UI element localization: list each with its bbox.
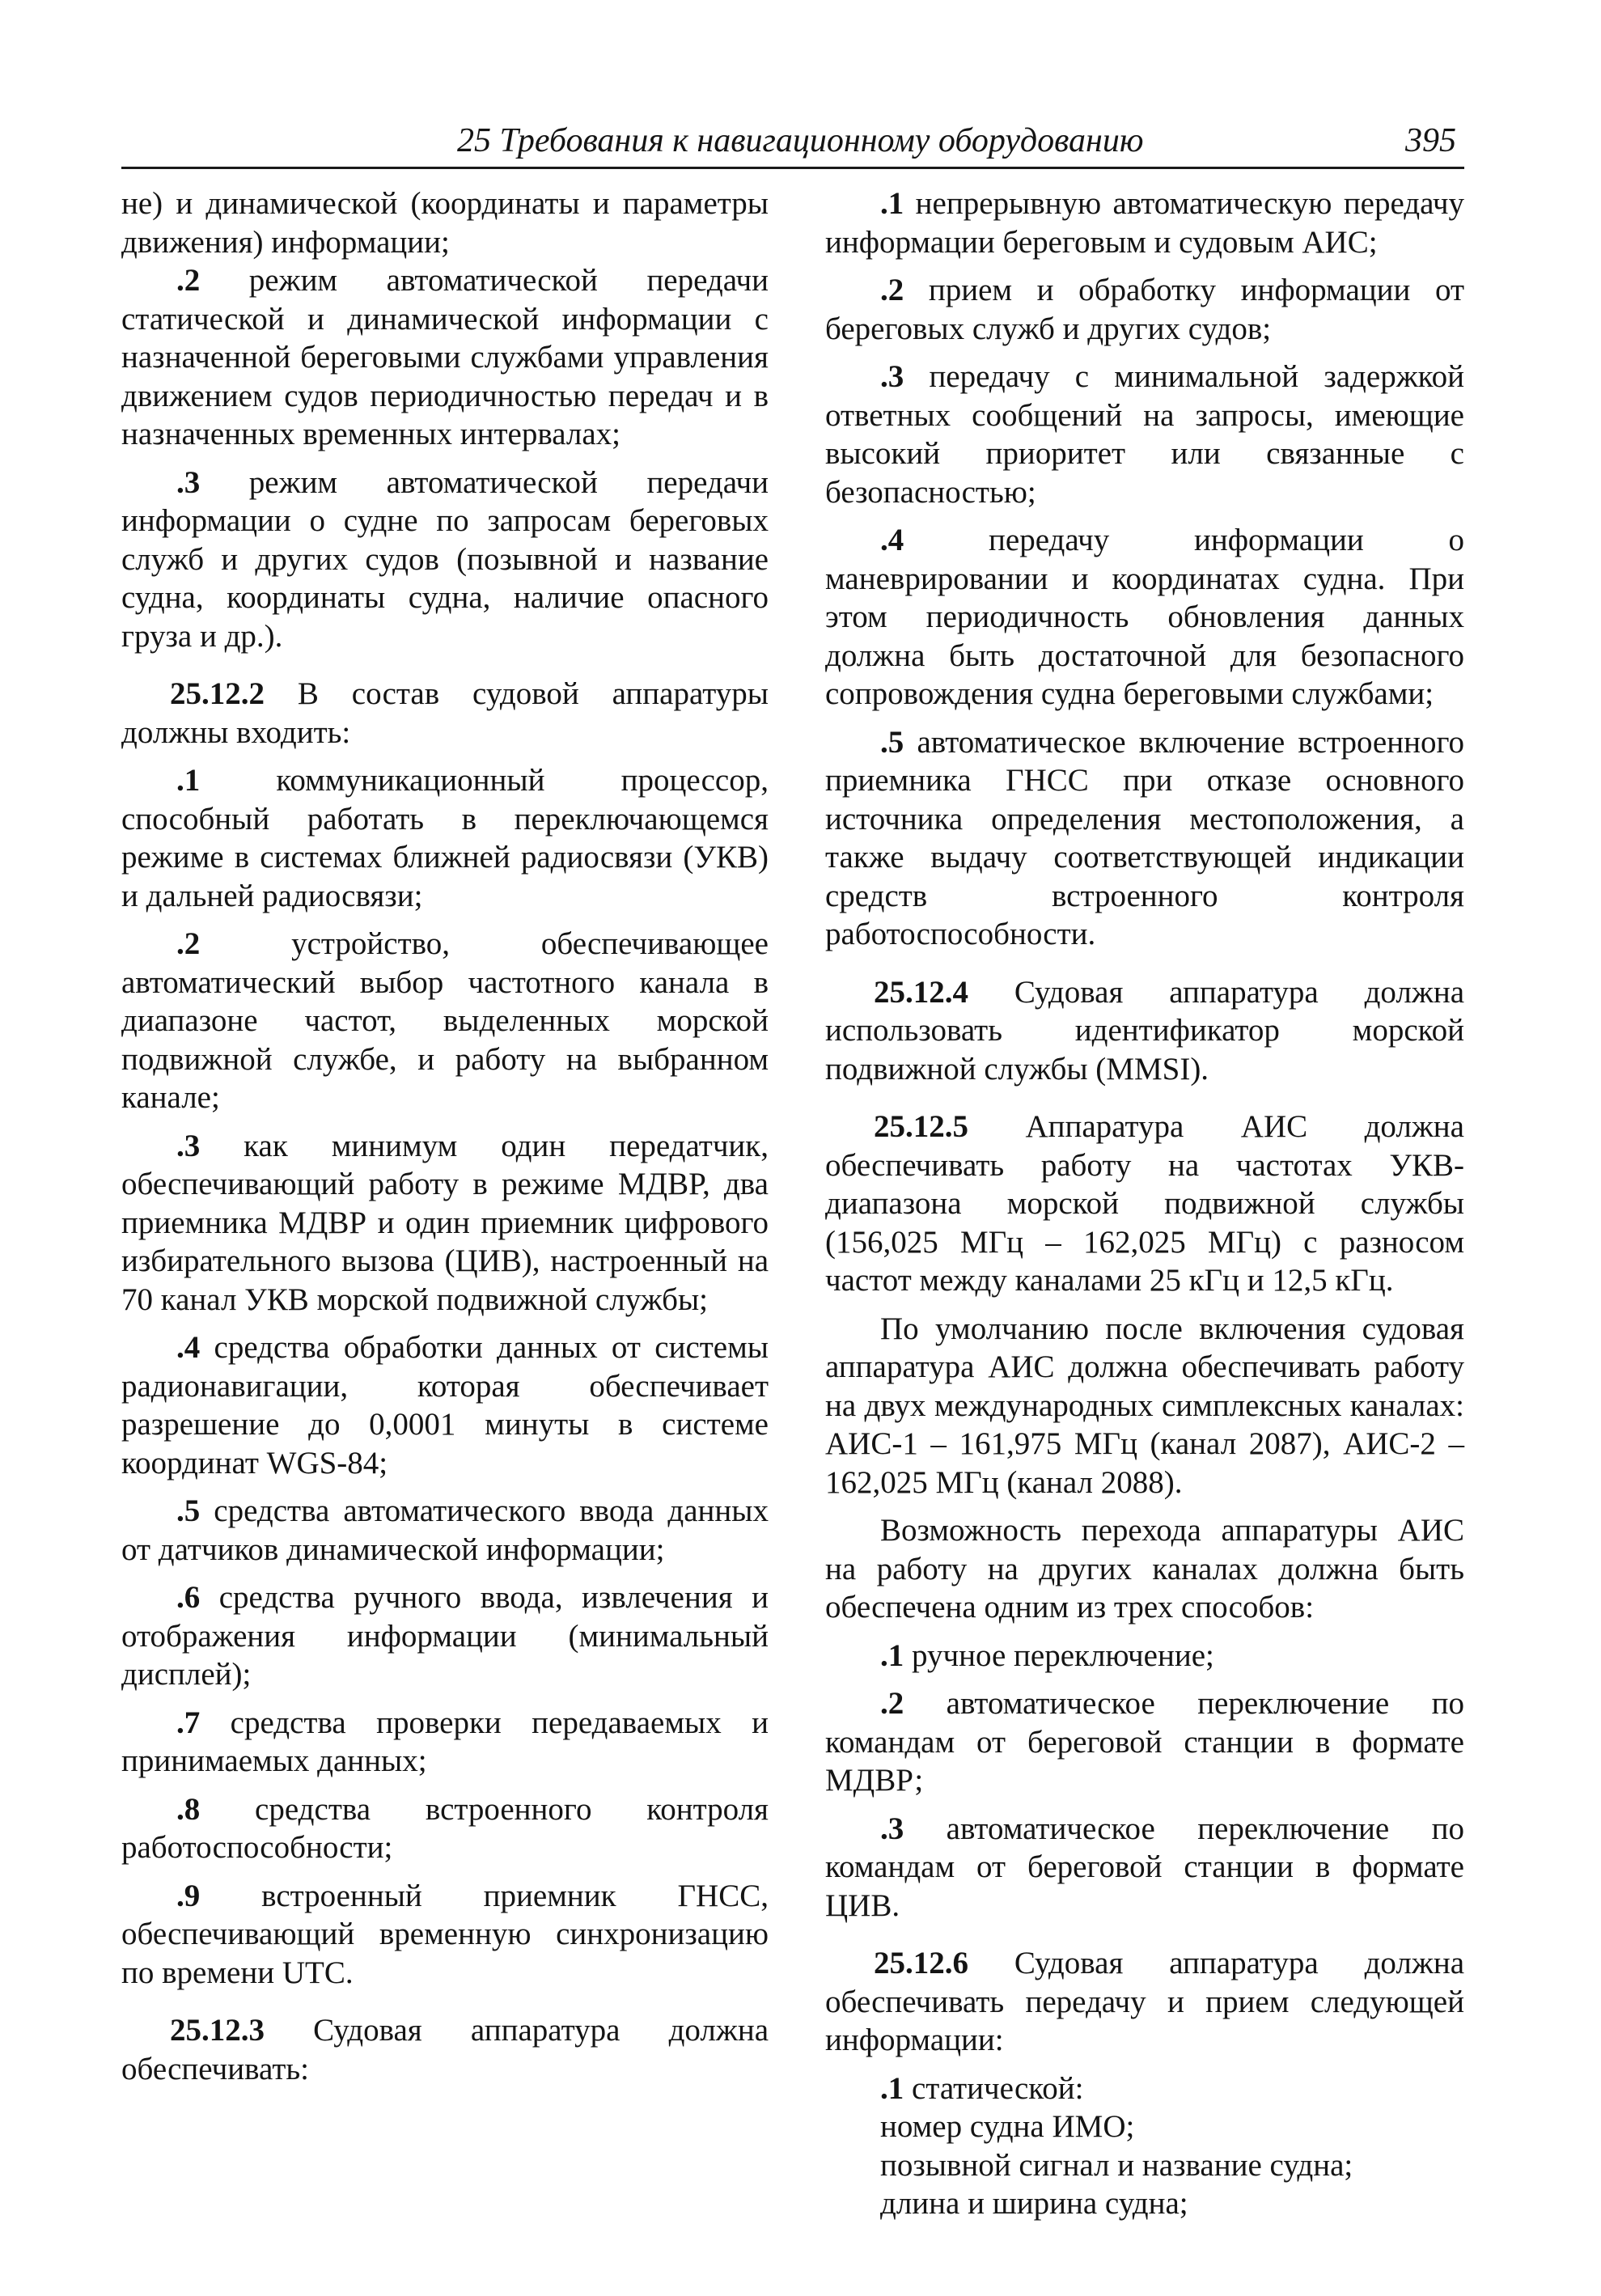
list-item bbox=[121, 761, 769, 915]
right-column bbox=[825, 184, 1464, 2223]
item-text: передачу с минимальной задержкой ответных сообщений на запросы, имеющие высокий приоритет или связанные с безопасностью; bbox=[825, 359, 1464, 510]
item-number: .1 bbox=[880, 186, 904, 221]
item-number: .8 bbox=[176, 1791, 201, 1827]
item-text: автоматическое переключение по командам от береговой станции в формате ЦИВ. bbox=[825, 1811, 1464, 1923]
item-number: .1 bbox=[176, 763, 201, 798]
item-text: режим автоматической передачи информации о судне по запросам береговых служб и других судов (позывной и название судна, координаты судна, наличие опасного груза и др.). bbox=[121, 464, 769, 654]
item-text: Судовая аппаратура должна обеспечивать: bbox=[121, 2013, 769, 2086]
section-number: 25.12.4 bbox=[874, 974, 968, 1010]
item-text: Аппаратура АИС должна обеспечивать работу на частотах УКВ-диапазона морской подвижной службы (156,025 МГц – 162,025 МГц) с разносом частот между каналами 25 кГц и 12,5 кГц. bbox=[825, 1109, 1464, 1298]
item-number: .2 bbox=[176, 926, 201, 961]
list-item bbox=[121, 1328, 769, 1482]
item-text: Судовая аппаратура должна использовать идентификатор морской подвижной службы (MMSI). bbox=[825, 974, 1464, 1087]
item-number: .2 bbox=[176, 263, 201, 298]
item-number: .2 bbox=[880, 1686, 904, 1721]
paragraph bbox=[121, 184, 769, 261]
item-text: По умолчанию после включения судовая аппаратура АИС должна обеспечивать работу на двух международных симплексных каналах: АИС-1 – 161,975 МГц (канал 2087), АИС-2 – 162,025 МГц (канал 2088). bbox=[825, 1311, 1464, 1500]
list-item bbox=[825, 521, 1464, 714]
item-text: не) и динамической (координаты и параметры движения) информации; bbox=[121, 186, 769, 260]
list-item bbox=[121, 464, 769, 656]
section-number: 25.12.5 bbox=[874, 1109, 968, 1144]
item-number: .6 bbox=[176, 1580, 201, 1615]
item-text: прием и обработку информации от береговых служб и других судов; bbox=[825, 273, 1464, 346]
item-number: .7 bbox=[176, 1705, 201, 1740]
section-paragraph bbox=[825, 973, 1464, 1089]
item-text: В состав судовой аппаратуры должны входить: bbox=[121, 676, 769, 750]
item-text: передачу информации о маневрировании и координатах судна. При этом периодичность обновления данных должна быть достаточной для безопасного сопровождения судна береговыми службами; bbox=[825, 523, 1464, 711]
paragraph bbox=[825, 1310, 1464, 1502]
list-item bbox=[121, 1492, 769, 1569]
item-text: режим автоматической передачи статической и динамической информации с назначенной береговыми службами управления движением судов периодичностью передач и в назначенных временных интервалах; bbox=[121, 263, 769, 451]
item-number: .4 bbox=[880, 523, 904, 557]
item-text: средства ручного ввода, извлечения и отображения информации (минимальный дисплей); bbox=[121, 1580, 769, 1692]
item-text: устройство, обеспечивающее автоматический выбор частотного канала в диапазоне частот, выделенных морской подвижной службе, и работу на выбранном канале; bbox=[121, 926, 769, 1115]
item-text: средства автоматического ввода данных от датчиков динамической информации; bbox=[121, 1493, 769, 1567]
list-item bbox=[121, 925, 769, 1117]
page-number: 395 bbox=[1405, 122, 1456, 159]
left-column bbox=[121, 184, 769, 2098]
item-text: непрерывную автоматическую передачу информации береговым и судовым АИС; bbox=[825, 186, 1464, 260]
item-number: .4 bbox=[176, 1330, 201, 1365]
section-paragraph bbox=[825, 1108, 1464, 1300]
list-item bbox=[825, 271, 1464, 348]
item-text: как минимум один передатчик, обеспечивающий работу в режиме МДВР, два приемника МДВР и один приемник цифрового избирательного вызова (ЦИВ), настроенный на 70 канал УКВ морской подвижной службы; bbox=[121, 1128, 769, 1317]
item-number: .5 bbox=[880, 724, 904, 760]
list-item bbox=[825, 2069, 1464, 2108]
list-item bbox=[825, 2146, 1464, 2185]
list-item bbox=[121, 1790, 769, 1867]
list-item bbox=[825, 1637, 1464, 1675]
item-text: коммуникационный процессор, способный работать в переключающемся режиме в системах ближней радиосвязи (УКВ) и дальней радиосвязи; bbox=[121, 763, 769, 913]
item-number: .5 bbox=[176, 1493, 201, 1528]
item-number: .9 bbox=[176, 1878, 201, 1913]
list-item bbox=[825, 2107, 1464, 2146]
item-text: средства проверки передаваемых и принимаемых данных; bbox=[121, 1705, 769, 1778]
list-item bbox=[825, 184, 1464, 261]
item-text: встроенный приемник ГНСС, обеспечивающий временную синхронизацию по времени UTC. bbox=[121, 1878, 769, 1990]
item-number: .1 bbox=[880, 1637, 904, 1673]
list-item bbox=[825, 2184, 1464, 2223]
list-item bbox=[825, 723, 1464, 954]
item-text: ручное переключение; bbox=[904, 1637, 1214, 1673]
section-number: 25.12.6 bbox=[874, 1946, 968, 1980]
item-text: статической: bbox=[904, 2070, 1084, 2106]
section-number: 25.12.3 bbox=[170, 2013, 265, 2048]
item-text: Возможность перехода аппаратуры АИС на работу на других каналах должна быть обеспечена одним из трех способов: bbox=[825, 1513, 1464, 1625]
item-text: средства встроенного контроля работоспособности; bbox=[121, 1791, 769, 1865]
item-text: Судовая аппаратура должна обеспечивать передачу и прием следующей информации: bbox=[825, 1946, 1464, 2057]
item-text: длина и ширина судна; bbox=[880, 2186, 1188, 2221]
item-text: номер судна ИМО; bbox=[880, 2109, 1135, 2144]
item-number: .3 bbox=[880, 1811, 904, 1846]
item-number: .3 bbox=[880, 359, 904, 394]
list-item bbox=[825, 358, 1464, 511]
list-item bbox=[121, 1877, 769, 1993]
list-item bbox=[121, 1704, 769, 1781]
item-number: .3 bbox=[176, 1128, 201, 1163]
header-title: 25 Требования к навигационному оборудованию bbox=[457, 122, 1144, 159]
section-paragraph bbox=[121, 675, 769, 752]
item-text: позывной сигнал и название судна; bbox=[880, 2147, 1353, 2183]
section-paragraph bbox=[121, 2011, 769, 2088]
item-text: автоматическое включение встроенного приемника ГНСС при отказе основного источника определения местоположения, а также выдачу соответствующей индикации средств встроенного контроля работоспособности. bbox=[825, 724, 1464, 951]
item-text: автоматическое переключение по командам от береговой станции в формате МДВР; bbox=[825, 1686, 1464, 1798]
item-number: .2 bbox=[880, 273, 904, 307]
list-item bbox=[121, 1578, 769, 1694]
paragraph bbox=[825, 1511, 1464, 1627]
list-item bbox=[121, 261, 769, 454]
list-item bbox=[121, 1127, 769, 1320]
list-item bbox=[825, 1810, 1464, 1925]
item-text: средства обработки данных от системы радионавигации, которая обеспечивает разрешение до 0,0001 минуты в системе координат WGS-84; bbox=[121, 1330, 769, 1481]
item-number: .3 bbox=[176, 464, 201, 500]
list-item bbox=[825, 1684, 1464, 1800]
section-number: 25.12.2 bbox=[170, 676, 265, 711]
running-header bbox=[121, 120, 1464, 169]
section-paragraph bbox=[825, 1944, 1464, 2060]
item-number: .1 bbox=[880, 2070, 904, 2106]
